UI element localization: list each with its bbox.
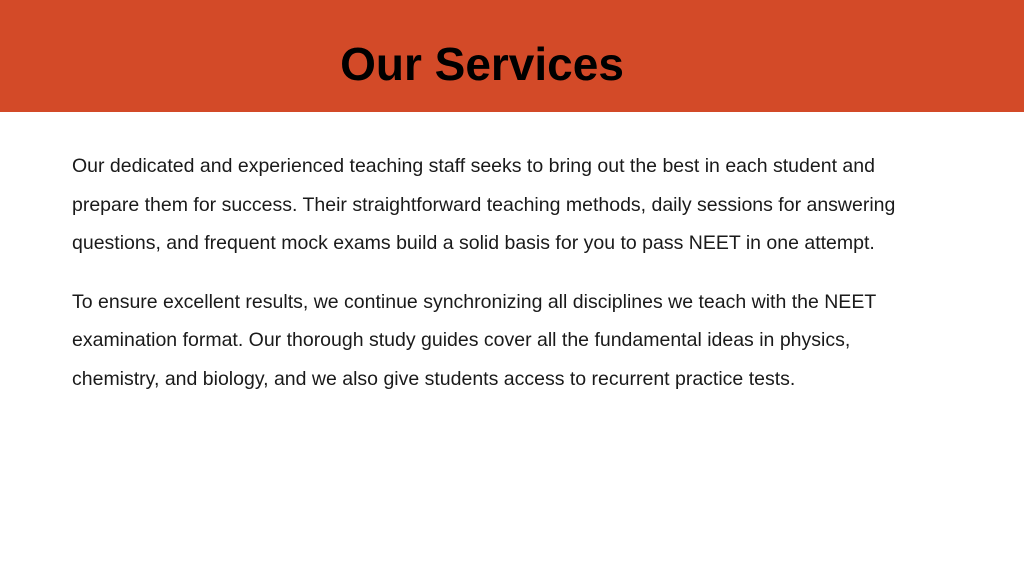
slide-body — [72, 147, 932, 418]
slide-title: Our Services — [340, 38, 624, 90]
paragraph-results: To ensure excellent results, we continue synchronizing all disciplines we teach with the NEET examination format. Our thorough study guides cover all the fundamental ideas in physics, chemistry, and biology, and we also give students access to recurrent practice tests. — [72, 290, 876, 390]
paragraph-intro: Our dedicated and experienced teaching staff seeks to bring out the best in each student and prepare them for success. Their straightforward teaching methods, daily sessions for answering questions, and frequent mock exams build a solid basis for you to pass NEET in one attempt. — [72, 155, 896, 254]
